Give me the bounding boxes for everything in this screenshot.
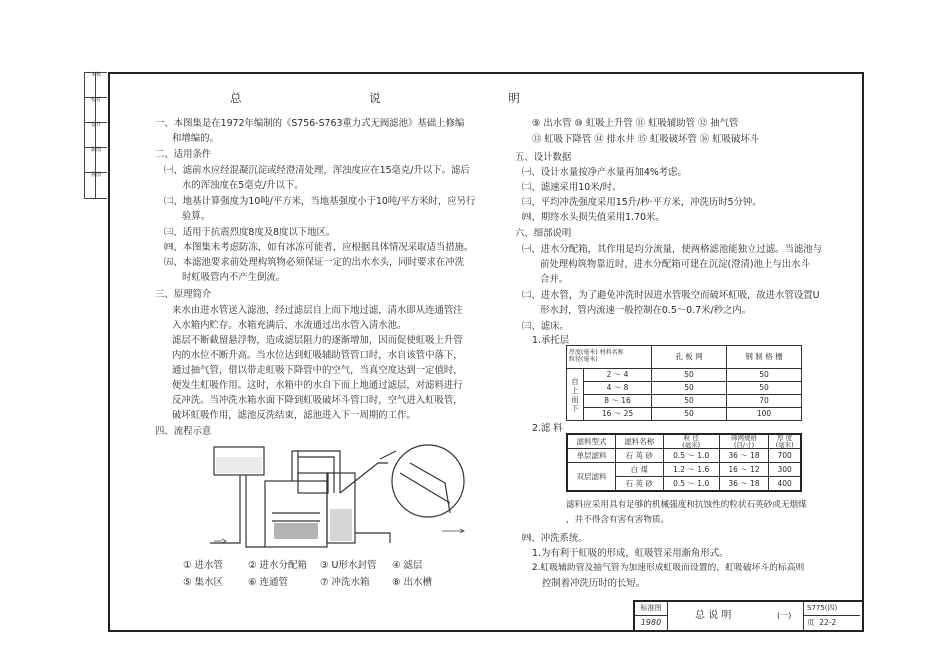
table-cell: 双层滤料 — [567, 463, 615, 492]
table-header: 厚 度 (毫米) — [769, 434, 801, 449]
filter-media-table — [566, 433, 802, 492]
subheading: 1.承托层 — [532, 335, 570, 346]
strip-cell: 描图 — [90, 172, 101, 178]
sec4-heading: 四、流程示意 — [155, 426, 212, 437]
legend-item: ⑤ 集水区 — [183, 577, 224, 588]
support-layer-table — [566, 345, 802, 421]
text-line: ㈢、平均冲洗强度采用15升/秒·平方米，冲洗历时5分钟。 — [522, 197, 762, 208]
strip-cell: 审核 — [85, 73, 107, 98]
table-cell: 2 ～ 4 — [584, 369, 652, 382]
text-line: ㈣、冲洗系统。 — [522, 533, 588, 544]
text-line: 验算。 — [182, 211, 211, 222]
table-cell: 50 — [652, 408, 727, 421]
table-cell: 16 ～ 12 — [719, 463, 769, 477]
tb-year: 1980 — [640, 618, 662, 627]
strip-cell: 校对 — [85, 98, 107, 123]
tb-std: 标准图 — [635, 602, 667, 616]
table-cell: 300 — [769, 463, 801, 477]
tb-code: S775(四) — [803, 602, 860, 616]
text-line: 便发生虹吸作用。这时，水箱中的水自下而上地通过滤层，对滤料进行 — [172, 380, 463, 391]
table-cell: 50 — [652, 395, 727, 408]
text-line: 控制着冲洗历时的长短。 — [542, 578, 646, 589]
table-cell: 石 英 砂 — [615, 449, 663, 463]
direction-cell: 自 上 而 下 — [567, 369, 584, 421]
tb-part: (一) — [777, 611, 792, 620]
table-cell: 36 ～ 18 — [719, 477, 769, 492]
text-line: 滤层不断截留悬浮物，造成滤层阻力的逐渐增加，因而促使虹吸上升管 — [172, 335, 463, 346]
legend-line: ⑨ 出水管 ⑩ 虹吸上升管 ⑪ 虹吸辅助管 ⑫ 抽气管 — [532, 118, 739, 129]
text-line: ㈢、滤床。 — [522, 321, 569, 332]
table-cell: 1.2 ～ 1.6 — [663, 463, 719, 477]
strip-cell: 制图 — [85, 148, 107, 173]
text-line: ㈢、适用于抗震烈度8度及8度以下地区。 — [164, 227, 336, 238]
text-line: ㈠、设计水量按净产水量再加4%考虑。 — [522, 167, 687, 178]
legend-item: ② 进水分配箱 — [248, 560, 308, 571]
sec6-heading: 六、细部说明 — [515, 228, 572, 239]
table-cell: 700 — [769, 449, 801, 463]
text-line: 1.为有利于虹吸的形成，虹吸管采用渐角形式。 — [532, 548, 729, 559]
table-cell: 石 英 砂 — [615, 477, 663, 492]
text-line: ㈤、本滤池要求前处理构筑物必须保证一定的出水水头，同时要求在冲洗 — [164, 257, 465, 268]
text-line: 入水箱内贮存。水箱充满后，水流通过出水管入清水池。 — [172, 320, 407, 331]
text-line: ㈠、进水分配箱，其作用是均分流量，使两格滤池能独立过滤。当滤池与 — [522, 244, 823, 255]
table-cell: 8 ～ 16 — [584, 395, 652, 408]
legend-item: ⑧ 出水槽 — [392, 577, 433, 588]
table-cell: 50 — [652, 369, 727, 382]
table-cell: 单层滤料 — [567, 449, 615, 463]
table-cell: 70 — [727, 395, 802, 408]
table-header: 滤料名称 — [615, 434, 663, 449]
text-line: 滤料应采用具有足够的机械强度和抗蚀性的粒状石英砂或无烟煤 — [566, 500, 807, 510]
table-cell: 400 — [769, 477, 801, 492]
table-header: 钢 制 格 栅 — [727, 346, 802, 369]
text-line: ㈣、期终水头损失值采用1.70米。 — [522, 212, 665, 223]
text-line: 破坏虹吸作用，滤池反洗结束，滤池进入下一周期的工作。 — [172, 410, 416, 421]
text-line: 水的浑浊度在5毫克/升以下。 — [182, 180, 304, 191]
table-cell: 16 ～ 25 — [584, 408, 652, 421]
text-line: 内的水位不断升高。当水位达到虹吸辅助管管口时，水自该管中落下， — [172, 350, 463, 361]
sec1-line2: 和增编的。 — [172, 133, 219, 144]
text-line: 合并。 — [540, 274, 569, 285]
text-line: 来水由进水管送入滤池，经过滤层自上而下地过滤，清水即从连通管注 — [172, 305, 463, 316]
legend-item: ① 进水管 — [183, 560, 224, 571]
flow-diagram — [210, 443, 470, 558]
text-line: ，并不得含有害有害物质。 — [566, 515, 670, 525]
sec2-heading: 二、适用条件 — [155, 149, 212, 160]
text-line: ㈡、地基计算强度为10吨/平方米，当地基强度小于10吨/平方米时，应另行 — [164, 196, 476, 207]
text-line: ㈠、滤前水应经混凝沉淀或经澄清处理，浑浊度应在15毫克/升以下。滤后 — [164, 165, 470, 176]
table-cell: 0.5 ～ 1.0 — [663, 449, 719, 463]
table-header: 粒 径 (毫米) — [663, 434, 719, 449]
table-cell: 0.5 ～ 1.0 — [663, 477, 719, 492]
tb-code-cell — [803, 602, 860, 630]
table-cell: 50 — [652, 382, 727, 395]
text-line: 反冲洗。当冲洗水箱水面下降到虹吸破坏斗管口时，空气进入虹吸管， — [172, 395, 463, 406]
legend-item: ③ U形水封管 — [320, 560, 377, 571]
text-line: ㈣、本图集未考虑防冻，如有冰冻可能者，应根据具体情况采取适当措施。 — [164, 242, 474, 253]
table-header: 孔 板 网 — [652, 346, 727, 369]
text-line: 2.虹吸辅助管及抽气管为加速形成虹吸而设置的，虹吸破坏斗的标高则 — [532, 563, 805, 573]
table-header: 滤料型式 — [567, 434, 615, 449]
table-header: 筛网规格 (目/寸) — [719, 434, 769, 449]
text-line: 前处理构筑物靠近时，进水分配箱可建在沉淀(澄清)池上与出水斗 — [540, 259, 810, 270]
table-cell: 100 — [727, 408, 802, 421]
table-cell: 白 煤 — [615, 463, 663, 477]
text-line: ㈡、进水管，为了避免冲洗时因进水管吸空而破坏虹吸，故进水管设置U — [522, 290, 820, 301]
table-cell: 36 ～ 18 — [719, 449, 769, 463]
text-line: ㈡、滤速采用10米/时。 — [522, 182, 622, 193]
strip-cell: 设计 — [85, 123, 107, 148]
tb-name: 总 说 明 — [695, 610, 732, 621]
sec5-heading: 五、设计数据 — [515, 152, 572, 163]
signature-strip — [84, 72, 107, 199]
tb-std-cell — [635, 602, 668, 630]
sec1-line1: 一、本图集是在1972年编制的《S756-S763重力式无阀滤池》基础上修编 — [155, 118, 465, 129]
text-line: 形水封，管内流速一般控制在0.5～0.7米/秒之内。 — [540, 305, 752, 316]
table-header-diag: 厚度(毫米) 材料名称 粒径(毫米) — [567, 346, 652, 369]
table-cell: 4 ～ 8 — [584, 382, 652, 395]
subheading: 2.滤 料 — [532, 423, 563, 434]
title-block — [633, 600, 862, 630]
tb-page-row: 页 22-2 — [807, 618, 837, 627]
page-title: 总 说 明 — [230, 91, 582, 105]
text-line: 时虹吸管内不产生倒流。 — [182, 272, 286, 283]
legend-item: ⑥ 连通管 — [248, 577, 289, 588]
sec3-heading: 三、原理简介 — [155, 289, 212, 300]
legend-item: ⑦ 冲洗水箱 — [320, 577, 370, 588]
legend-line: ⑬ 虹吸下降管 ⑭ 排水井 ⑮ 虹吸破坏管 ⑯ 虹吸破坏斗 — [532, 134, 760, 145]
text-line: 通过抽气管，借以带走虹吸下降管中的空气，当真空度达到一定值时， — [172, 365, 463, 376]
legend-item: ④ 滤层 — [392, 560, 423, 571]
table-cell: 50 — [727, 382, 802, 395]
tb-name-cell — [667, 602, 804, 630]
table-cell: 50 — [727, 369, 802, 382]
